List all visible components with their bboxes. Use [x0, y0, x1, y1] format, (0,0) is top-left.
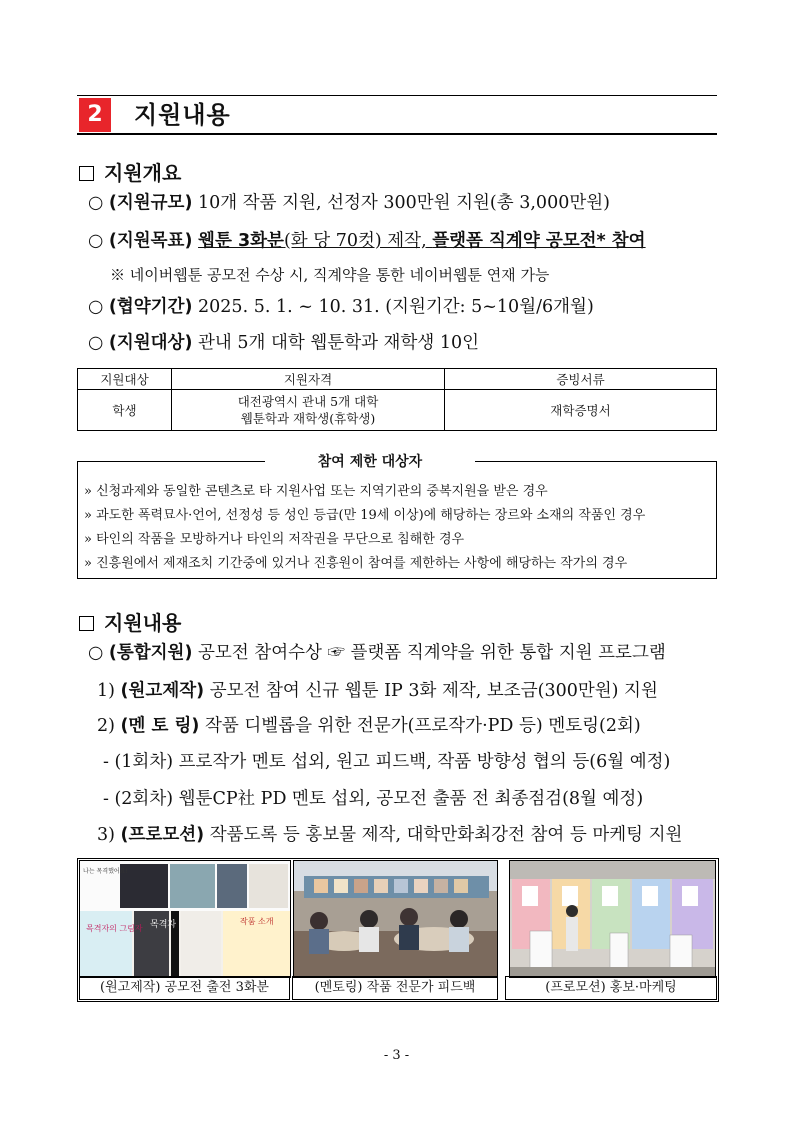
circle-bullet-icon: ○	[88, 643, 109, 663]
square-bullet-icon	[79, 166, 94, 181]
content-heading	[79, 610, 181, 636]
item1-text: 공모전 참여 신규 웹툰 IP 3화 제작, 보조금(300만원) 지원	[204, 681, 658, 701]
table-cell-target: 학생	[78, 390, 172, 431]
goal-note: ※ 네이버웹툰 공모전 수상 시, 직계약을 통한 네이버웹툰 연재 가능	[110, 266, 550, 284]
photo-promotion	[509, 860, 716, 978]
manuscript-note-text: 나는 목격했어요!	[83, 868, 128, 875]
eligibility-table	[77, 368, 717, 431]
item1-label: (원고제작)	[120, 681, 205, 701]
section-number-badge: 2	[79, 98, 111, 132]
manuscript-collage	[80, 861, 290, 977]
overview-goal	[88, 228, 646, 254]
item2-label: (멘 토 링)	[120, 716, 200, 736]
page-number: - 3 -	[383, 1048, 410, 1063]
item2-text: 작품 디벨롭을 위한 전문가(프로작가·PD 등) 멘토링(2회)	[199, 716, 641, 736]
scale-text: 10개 작품 지원, 선정자 300만원 지원(총 3,000만원)	[192, 193, 610, 213]
caption-manuscript: (원고제작) 공모전 출전 3화분	[79, 976, 290, 1000]
caption-promotion: (프로모션) 홍보·마케팅	[505, 976, 717, 1000]
period-label: (협약기간)	[108, 297, 193, 317]
period-text: 2025. 5. 1. ~ 10. 31. (지원기간: 5~10월/6개월)	[192, 297, 594, 317]
caption-mentoring: (멘토링) 작품 전문가 피드백	[292, 976, 498, 1000]
circle-bullet-icon: ○	[88, 333, 109, 353]
goal-part3: 플랫폼 직계약 공모전* 참여	[432, 231, 646, 251]
restriction-item: » 타인의 작품을 모방하거나 타인의 저작권을 무단으로 침해한 경우	[84, 532, 465, 547]
manuscript-side-title: 작품 소개	[240, 917, 274, 926]
manuscript-vertical-text: 목격자의 그림자	[86, 924, 143, 933]
integrated-label: (통합지원)	[108, 643, 193, 663]
section-title: 지원내용	[134, 101, 231, 129]
goal-part1: 웹툰 3화분	[198, 231, 284, 251]
circle-bullet-icon: ○	[88, 297, 109, 317]
promotion-booth	[510, 861, 715, 977]
restriction-item: » 과도한 폭력묘사·언어, 선정성 등 성인 등급(만 19세 이상)에 해당하는 장르와 소재의 작품인 경우	[84, 508, 646, 523]
restriction-title: 참여 제한 대상자	[265, 452, 475, 472]
target-label: (지원대상)	[108, 333, 193, 353]
item3-label: (프로모션)	[120, 825, 205, 845]
content-sub1: - (1회차) 프로작가 멘토 섭외, 원고 피드백, 작품 방향성 협의 등(6월 예정)	[103, 752, 671, 772]
target-text: 관내 5개 대학 웹툰학과 재학생 10인	[192, 333, 480, 353]
table-cell-docs: 재학증명서	[445, 390, 717, 431]
overview-target	[88, 330, 479, 356]
overview-heading	[79, 160, 181, 186]
content-item1: 1) (원고제작) 공모전 참여 신규 웹툰 IP 3화 제작, 보조금(300만원) 지원	[97, 681, 658, 701]
table-header: 지원대상	[78, 369, 172, 390]
goal-part2: (화 당 70컷) 제작,	[283, 231, 433, 251]
table-header: 지원자격	[172, 369, 445, 390]
restriction-item: » 신청과제와 동일한 콘텐츠로 타 지원사업 또는 지역기관의 중복지원을 받은 경우	[84, 484, 548, 499]
header-bottom-rule	[77, 133, 717, 135]
table-header: 증빙서류	[445, 369, 717, 390]
table-row	[78, 390, 717, 431]
scale-label: (지원규모)	[108, 193, 193, 213]
table-cell-qualification: 대전광역시 관내 5개 대학 웹툰학과 재학생(휴학생)	[172, 390, 445, 431]
manuscript-banner-text: 목격자	[150, 920, 177, 930]
overview-scale	[88, 190, 610, 216]
photo-mentoring	[293, 860, 498, 978]
goal-label: (지원목표)	[108, 231, 193, 251]
item3-text: 작품도록 등 홍보물 제작, 대학만화최강전 참여 등 마케팅 지원	[204, 825, 683, 845]
overview-title: 지원개요	[104, 161, 182, 185]
circle-bullet-icon: ○	[88, 231, 109, 251]
circle-bullet-icon: ○	[88, 193, 109, 213]
integrated-text: 공모전 참여수상 ☞ 플랫폼 직계약을 위한 통합 지원 프로그램	[192, 643, 666, 663]
square-bullet-icon	[79, 616, 94, 631]
table-header-row	[78, 369, 717, 390]
content-integrated	[88, 640, 666, 666]
content-item3: 3) (프로모션) 작품도록 등 홍보물 제작, 대학만화최강전 참여 등 마케팅 지원	[97, 825, 683, 845]
content-title: 지원내용	[104, 611, 182, 635]
photo-manuscript	[79, 860, 291, 978]
restriction-item: » 진흥원에서 제재조치 기간중에 있거나 진흥원이 참여를 제한하는 사항에 해당하는 작가의 경우	[84, 556, 628, 571]
overview-period	[88, 294, 594, 320]
content-item2: 2) (멘 토 링) 작품 디벨롭을 위한 전문가(프로작가·PD 등) 멘토링(2회)	[97, 716, 641, 736]
mentoring-scene	[294, 861, 497, 977]
header-top-rule	[77, 95, 717, 96]
content-sub2: - (2회차) 웹툰CP社 PD 멘토 섭외, 공모전 출품 전 최종점검(8월 예정)	[103, 789, 644, 809]
